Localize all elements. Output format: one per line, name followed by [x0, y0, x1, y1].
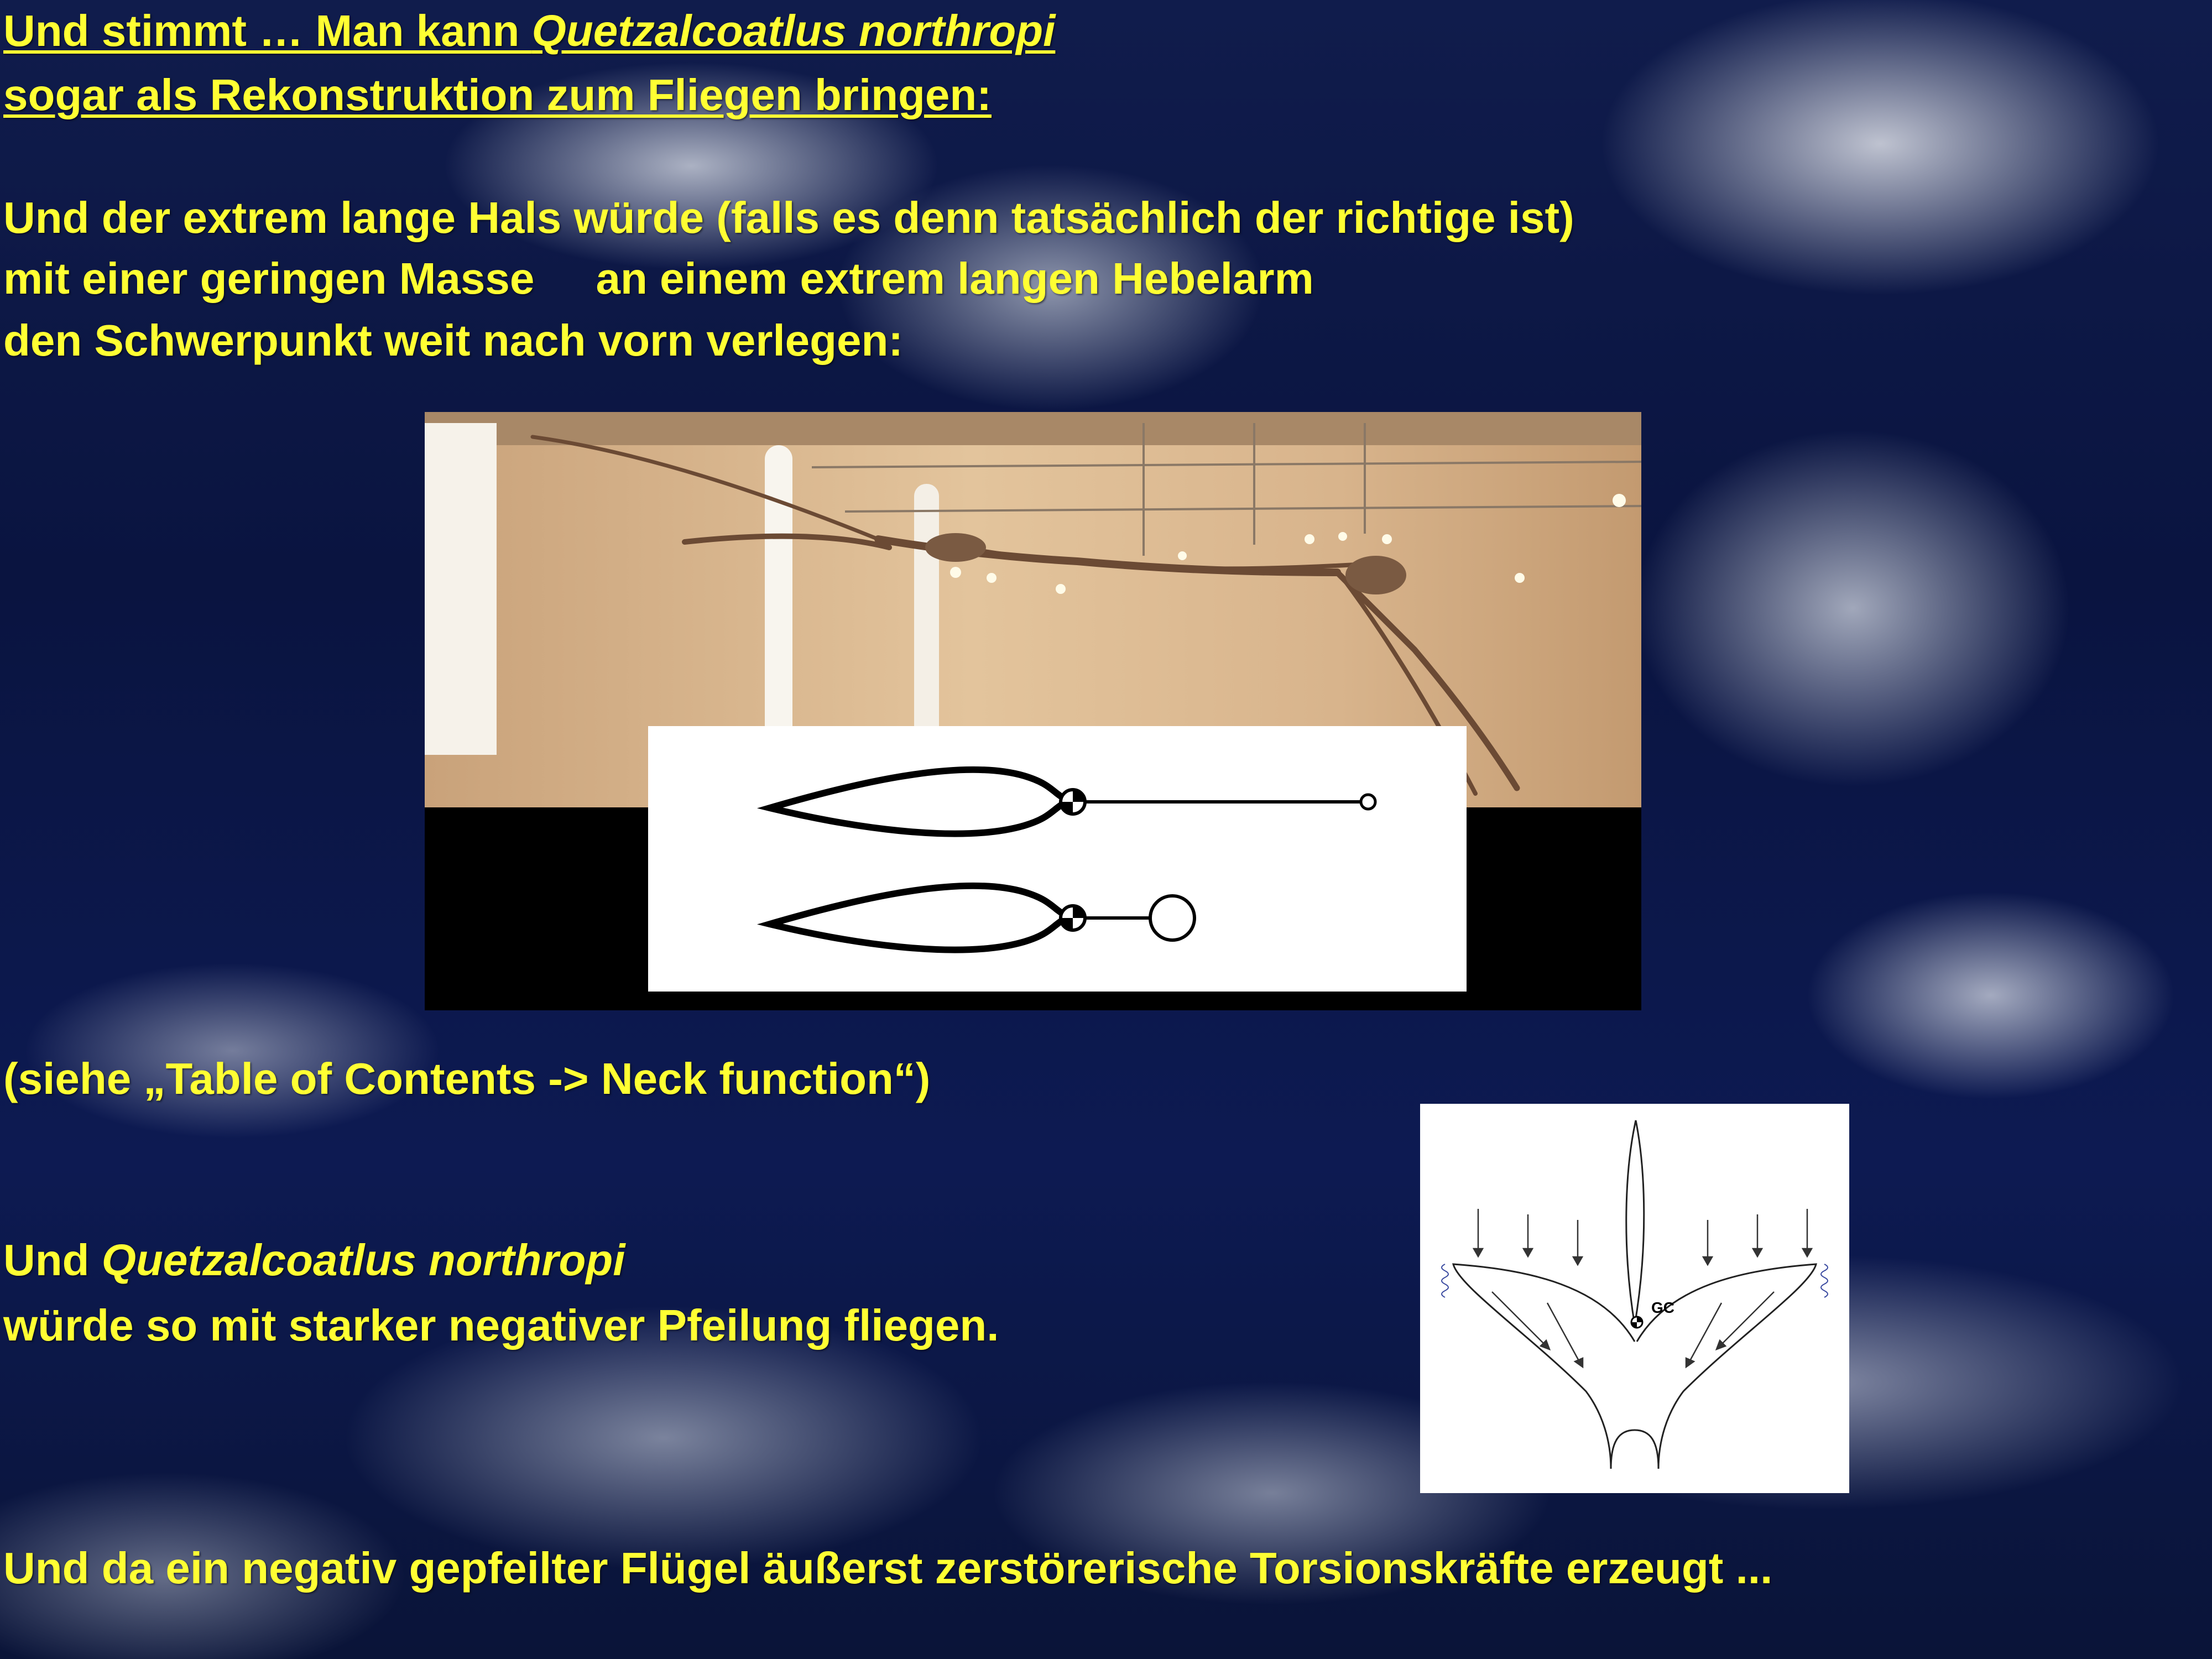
long-neck-configuration [770, 770, 1375, 834]
slide-title-line-2: sogar als Rekonstruktion zum Fliegen bringen: [3, 70, 992, 119]
left-wing-outline [1453, 1264, 1635, 1469]
right-wing-outline [1637, 1264, 1816, 1469]
gc-marker [1631, 1317, 1642, 1328]
reference-note: (siehe „Table of Contents -> Neck function“) [3, 1054, 931, 1103]
paragraph-2-line-2: würde so mit starker negativer Pfeilung fliegen. [3, 1301, 999, 1350]
tail-notch [1611, 1430, 1658, 1469]
paragraph-1-line-1: Und der extrem lange Hals würde (falls es denn tatsächlich der richtige ist) [3, 193, 1574, 242]
paragraph-1-line-2: mit einer geringen Masse an einem extrem langen Hebelarm [3, 254, 1314, 303]
paragraph-1-line-3: den Schwerpunkt weit nach vorn verlegen: [3, 316, 904, 365]
swept-wing-diagram-image [1420, 1104, 1849, 1493]
slide-title-line-1 [3, 0, 1055, 62]
short-neck-configuration [770, 886, 1194, 950]
species-name-2: Quetzalcoatlus northropi [101, 1235, 625, 1285]
paragraph-2-prefix: Und [3, 1235, 102, 1285]
species-name: Quetzalcoatlus northropi [531, 6, 1056, 55]
head-outline [1626, 1120, 1644, 1325]
title-prefix: Und stimmt … Man kann [3, 6, 532, 55]
swept-wing-diagram [1420, 1104, 1849, 1493]
airflow-arrows [1474, 1209, 1812, 1367]
neck-lever-diagram-image [648, 726, 1467, 992]
center-of-gravity-symbol-bottom [1061, 906, 1085, 930]
neck-lever-diagram [648, 726, 1467, 992]
body-outline-top [770, 770, 1068, 834]
paragraph-2-line-1 [3, 1229, 625, 1291]
conclusion-line: Und da ein negativ gepfeilter Flügel äußerst zerstörerische Torsionskräfte erzeugt ... [3, 1543, 1773, 1593]
large-head-mass [1150, 896, 1194, 940]
center-of-gravity-symbol-top [1061, 790, 1085, 814]
small-head-mass [1361, 795, 1375, 809]
gc-label: GC [1651, 1299, 1674, 1316]
body-outline-bottom [770, 886, 1068, 950]
